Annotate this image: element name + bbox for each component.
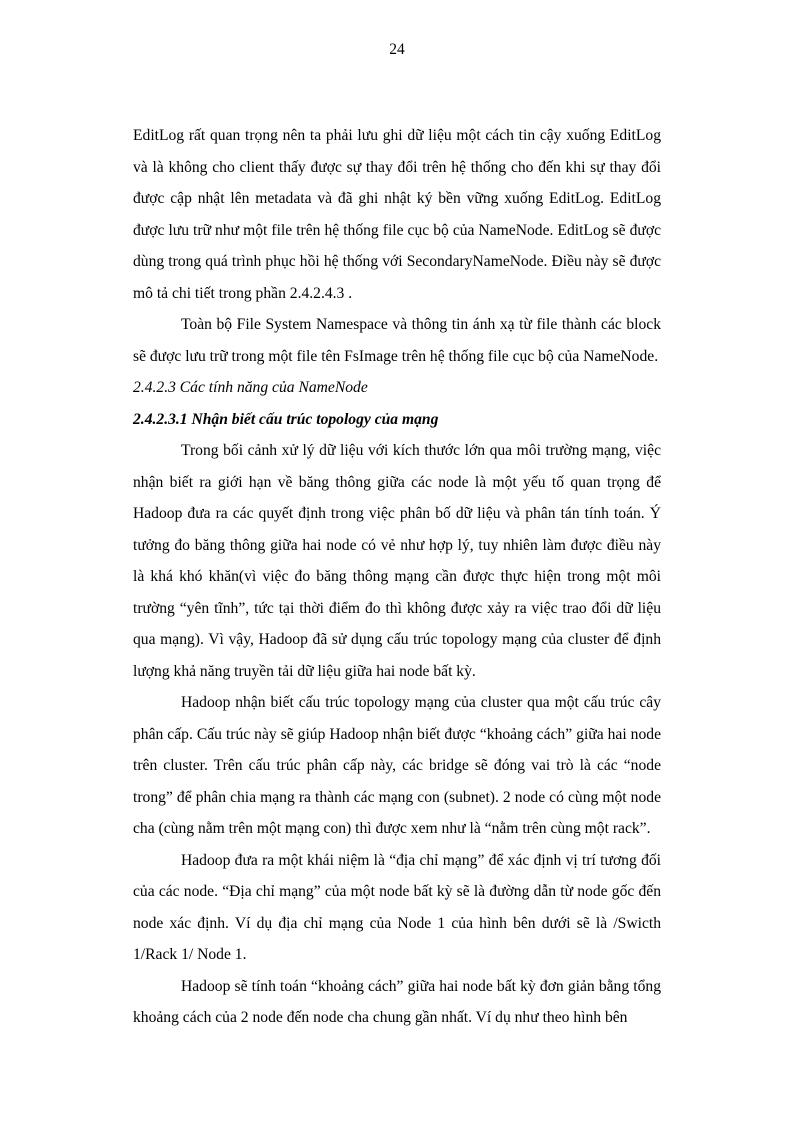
paragraph-network-address: Hadoop đưa ra một khái niệm là “địa chỉ mạng” để xác định vị trí tương đối của các node. “Địa chỉ mạng” của một node bất kỳ sẽ là đường dẫn từ node gốc đến node xác định. Ví dụ địa chỉ mạng của Node 1 của hình bên dưới sẽ là /Swicth 1/Rack 1/ Node 1. xyxy=(133,851,661,963)
paragraph-fsimage: Toàn bộ File System Namespace và thông tin ánh xạ từ file thành các block sẽ được lưu trữ trong một file tên FsImage trên hệ thống file cục bộ của NameNode. xyxy=(133,316,661,365)
paragraph-topology-context: Trong bối cảnh xử lý dữ liệu với kích thước lớn qua môi trường mạng, việc nhận biết ra giới hạn về băng thông giữa các node là một yếu tố quan trọng để Hadoop đưa ra các quyết định trong việc phân bố dữ liệu và phân tán tính toán. Ý tưởng đo băng thông giữa hai node có vẻ như hợp lý, tuy nhiên làm được điều này là khá khó khăn(vì việc đo băng thông mạng cần được thực hiện trong một môi trường “yên tĩnh”, tức tại thời điểm đo thì không được xảy ra việc trao đổi dữ liệu qua mạng). Vì vậy, Hadoop đã sử dụng cấu trúc topology mạng của cluster để định lượng khả năng truyền tải dữ liệu giữa hai node bất kỳ. xyxy=(133,442,661,680)
heading-network-topology: 2.4.2.3.1 Nhận biết cấu trúc topology của mạng xyxy=(133,410,439,428)
paragraph-tree-structure: Hadoop nhận biết cấu trúc topology mạng của cluster qua một cấu trúc cây phân cấp. Cấu trúc này sẽ giúp Hadoop nhận biết được “khoảng cách” giữa hai node trên cluster. Trên cấu trúc phân cấp này, các bridge sẽ đóng vai trò là các “node trong” để phân chia mạng ra thành các mạng con (subnet). 2 node có cùng một node cha (cùng nằm trên một mạng con) thì được xem như là “nằm trên cùng một rack”. xyxy=(133,694,661,837)
page-number: 24 xyxy=(389,41,405,58)
paragraph-editlog: EditLog rất quan trọng nên ta phải lưu ghi dữ liệu một cách tin cậy xuống EditLog và là không cho client thấy được sự thay đổi trên hệ thống cho đến khi sự thay đổi được cập nhật lên metadata và đã ghi nhật ký bền vững xuống EditLog. EditLog được lưu trữ như một file trên hệ thống file cục bộ của NameNode. EditLog sẽ được dùng trong quá trình phục hồi hệ thống với SecondaryNameNode. Điều này sẽ được mô tả chi tiết trong phần 2.4.2.4.3 . xyxy=(133,127,661,302)
paragraph-node-distance: Hadoop sẽ tính toán “khoảng cách” giữa hai node bất kỳ đơn giản bằng tổng khoảng cách của 2 node đến node cha chung gần nhất. Ví dụ như theo hình bên xyxy=(133,977,661,1026)
page-body xyxy=(133,120,661,1034)
heading-namenode-features: 2.4.2.3 Các tính năng của NameNode xyxy=(133,379,368,396)
